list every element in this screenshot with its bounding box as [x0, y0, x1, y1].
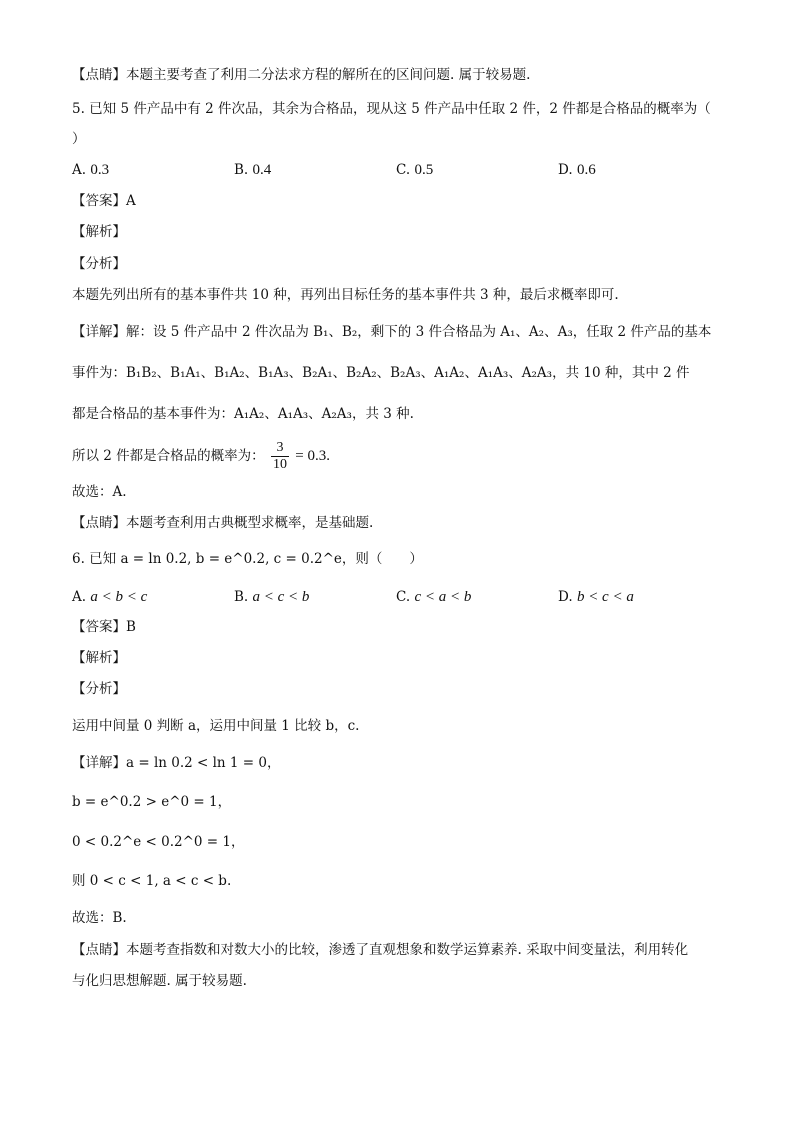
- q6-option-c-value: c < a < b: [414, 589, 472, 605]
- q5-fraction-numerator: 3: [271, 440, 289, 457]
- q6-option-d-letter: D.: [558, 589, 573, 605]
- q5-answer: 【答案】A: [72, 193, 136, 209]
- q5-fraction-denominator: 10: [272, 457, 287, 472]
- q6-stem: 6. 已知 a = ln 0.2, b = e^0.2, c = 0.2^e，则（ ）: [72, 551, 423, 567]
- q5-option-c-letter: C.: [396, 162, 411, 178]
- q5-detail-line3: 都是合格品的基本事件为：A₁A₂、A₁A₃、A₂A₃，共 3 种.: [72, 406, 414, 422]
- q6-option-c: [396, 587, 471, 607]
- q6-option-b: [234, 587, 309, 607]
- q5-detail-line1: 【详解】解：设 5 件产品中 2 件次品为 B₁、B₂，剩下的 3 件合格品为 A₁、A₂、A₃，任取 2 件产品的基本: [72, 324, 712, 340]
- q5-option-a-letter: A.: [72, 162, 87, 178]
- q6-option-b-letter: B.: [234, 589, 249, 605]
- q5-option-d-letter: D.: [558, 162, 573, 178]
- q6-note-line2: 与化归思想解题. 属于较易题.: [72, 973, 247, 989]
- q6-option-d: [558, 587, 634, 607]
- q5-jiexi-heading: 【解析】: [72, 224, 126, 240]
- q5-stem-line1: 5. 已知 5 件产品中有 2 件次品，其余为合格品，现从这 5 件产品中任取 2 件，2 件都是合格品的概率为（: [72, 101, 711, 117]
- q6-analysis: 运用中间量 0 判断 a，运用中间量 1 比较 b，c.: [72, 718, 360, 734]
- q5-fenxi-heading: 【分析】: [72, 256, 126, 272]
- q5-note: 【点睛】本题考查利用古典概型求概率，是基础题.: [72, 515, 374, 531]
- q6-option-b-value: a < c < b: [252, 589, 310, 605]
- q5-stem-line2: ）: [72, 131, 86, 147]
- q5-option-b: [234, 160, 271, 180]
- q6-option-a-value: a < b < c: [90, 589, 148, 605]
- q5-option-c-value: 0.5: [414, 162, 434, 178]
- q5-option-b-letter: B.: [234, 162, 249, 178]
- q5-option-a-value: 0.3: [90, 162, 110, 178]
- q6-option-d-value: b < c < a: [576, 589, 634, 605]
- q6-detail-2: b = e^0.2 > e^0 = 1，: [72, 794, 232, 810]
- q6-note-line1: 【点睛】本题考查指数和对数大小的比较，渗透了直观想象和数学运算素养. 采取中间变量法，利用转化: [72, 942, 689, 958]
- q5-prob-prefix: 所以 2 件都是合格品的概率为：: [72, 448, 265, 464]
- q5-option-c: [396, 160, 433, 180]
- q5-option-d-value: 0.6: [576, 162, 596, 178]
- q5-analysis: 本题先列出所有的基本事件共 10 种，再列出目标任务的基本事件共 3 种，最后求概率即可.: [72, 287, 619, 303]
- prev-note: 【点睛】本题主要考查了利用二分法求方程的解所在的区间问题. 属于较易题.: [72, 67, 531, 83]
- q6-detail-3: 0 < 0.2^e < 0.2^0 = 1，: [72, 834, 245, 850]
- q6-jiexi-heading: 【解析】: [72, 650, 126, 666]
- q6-detail-1: 【详解】a = ln 0.2 < ln 1 = 0，: [72, 755, 281, 771]
- q5-choose: 故选：A.: [72, 484, 127, 500]
- q5-option-a: [72, 160, 109, 180]
- q6-choose: 故选：B.: [72, 910, 127, 926]
- q5-fraction: [271, 440, 289, 473]
- q6-answer: 【答案】B: [72, 619, 136, 635]
- q6-option-c-letter: C.: [396, 589, 411, 605]
- q5-prob-suffix: = 0.3.: [295, 448, 330, 464]
- q6-detail-4: 则 0 < c < 1, a < c < b.: [72, 873, 232, 889]
- q6-option-a-letter: A.: [72, 589, 87, 605]
- q5-probability-line: [72, 440, 330, 473]
- q5-detail-line2: 事件为：B₁B₂、B₁A₁、B₁A₂、B₁A₃、B₂A₁、B₂A₂、B₂A₃、A₁A₂、A₁A₃、A₂A₃，共 10 种，其中 2 件: [72, 365, 690, 381]
- q6-option-a: [72, 587, 147, 607]
- q6-fenxi-heading: 【分析】: [72, 681, 126, 697]
- q5-option-d: [558, 160, 596, 180]
- q5-option-b-value: 0.4: [252, 162, 272, 178]
